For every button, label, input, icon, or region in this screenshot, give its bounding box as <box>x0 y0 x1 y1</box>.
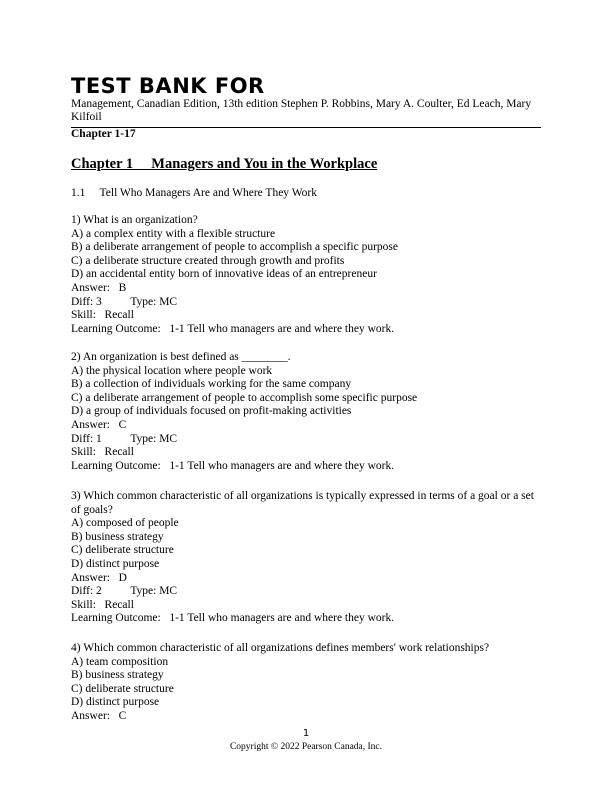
question-stem: 1) What is an organization? <box>71 214 198 226</box>
option-a: A) the physical location where people work <box>71 364 273 377</box>
option-b: B) business strategy <box>71 669 164 682</box>
answer: Answer: D <box>71 571 127 584</box>
answer: Answer: C <box>71 709 127 722</box>
chapter-heading: Chapter 1 Managers and You in the Workplace <box>71 156 378 172</box>
question-4 <box>71 642 545 724</box>
difficulty-type: Diff: 2 Type: MC <box>71 585 178 598</box>
option-d: D) distinct purpose <box>71 557 160 570</box>
option-b: B) a deliberate arrangement of people to accomplish a specific purpose <box>71 241 398 254</box>
difficulty-type: Diff: 1 Type: MC <box>71 432 178 445</box>
question-3 <box>71 490 545 626</box>
option-a: A) composed of people <box>71 517 179 530</box>
skill: Skill: Recall <box>71 446 134 459</box>
question-stem: 3) Which common characteristic of all organizations is typically expressed in terms of a goal or a set of goals? <box>71 490 537 516</box>
question-stem: 2) An organization is best defined as ________. <box>71 351 291 363</box>
header-rule <box>71 127 541 128</box>
learning-outcome: Learning Outcome: 1-1 Tell who managers are and where they work. <box>71 322 395 335</box>
answer: Answer: B <box>71 281 127 294</box>
question-1 <box>71 214 545 336</box>
option-c: C) a deliberate arrangement of people to accomplish some specific purpose <box>71 391 418 404</box>
option-b: B) a collection of individuals working for the same company <box>71 378 352 391</box>
book-subtitle: Management, Canadian Edition, 13th edition Stephen P. Robbins, Mary A. Coulter, Ed Leach, Mary Kilfoil <box>71 98 532 123</box>
question-2 <box>71 351 545 473</box>
learning-outcome: Learning Outcome: 1-1 Tell who managers are and where they work. <box>71 459 395 472</box>
option-d: D) a group of individuals focused on profit-making activities <box>71 405 352 418</box>
option-c: C) a deliberate structure created through growth and profits <box>71 254 345 267</box>
skill: Skill: Recall <box>71 598 134 611</box>
difficulty-type: Diff: 3 Type: MC <box>71 295 178 308</box>
section-title: 1.1 Tell Who Managers Are and Where They Work <box>71 187 317 199</box>
option-a: A) team composition <box>71 655 169 668</box>
chapter-range: Chapter 1-17 <box>71 128 136 140</box>
question-stem: 4) Which common characteristic of all organizations defines members' work relationships? <box>71 642 490 654</box>
option-d: D) distinct purpose <box>71 696 160 709</box>
skill: Skill: Recall <box>71 309 134 322</box>
option-a: A) a complex entity with a flexible structure <box>71 227 276 240</box>
option-c: C) deliberate structure <box>71 544 174 557</box>
option-b: B) business strategy <box>71 530 164 543</box>
copyright-notice: Copyright © 2022 Pearson Canada, Inc. <box>229 742 383 752</box>
option-d: D) an accidental entity born of innovative ideas of an entrepreneur <box>71 268 377 281</box>
answer: Answer: C <box>71 418 127 431</box>
test-bank-banner: TEST BANK FOR <box>71 74 265 98</box>
page-number: 1 <box>302 728 310 739</box>
learning-outcome: Learning Outcome: 1-1 Tell who managers are and where they work. <box>71 612 395 625</box>
option-c: C) deliberate structure <box>71 682 174 695</box>
